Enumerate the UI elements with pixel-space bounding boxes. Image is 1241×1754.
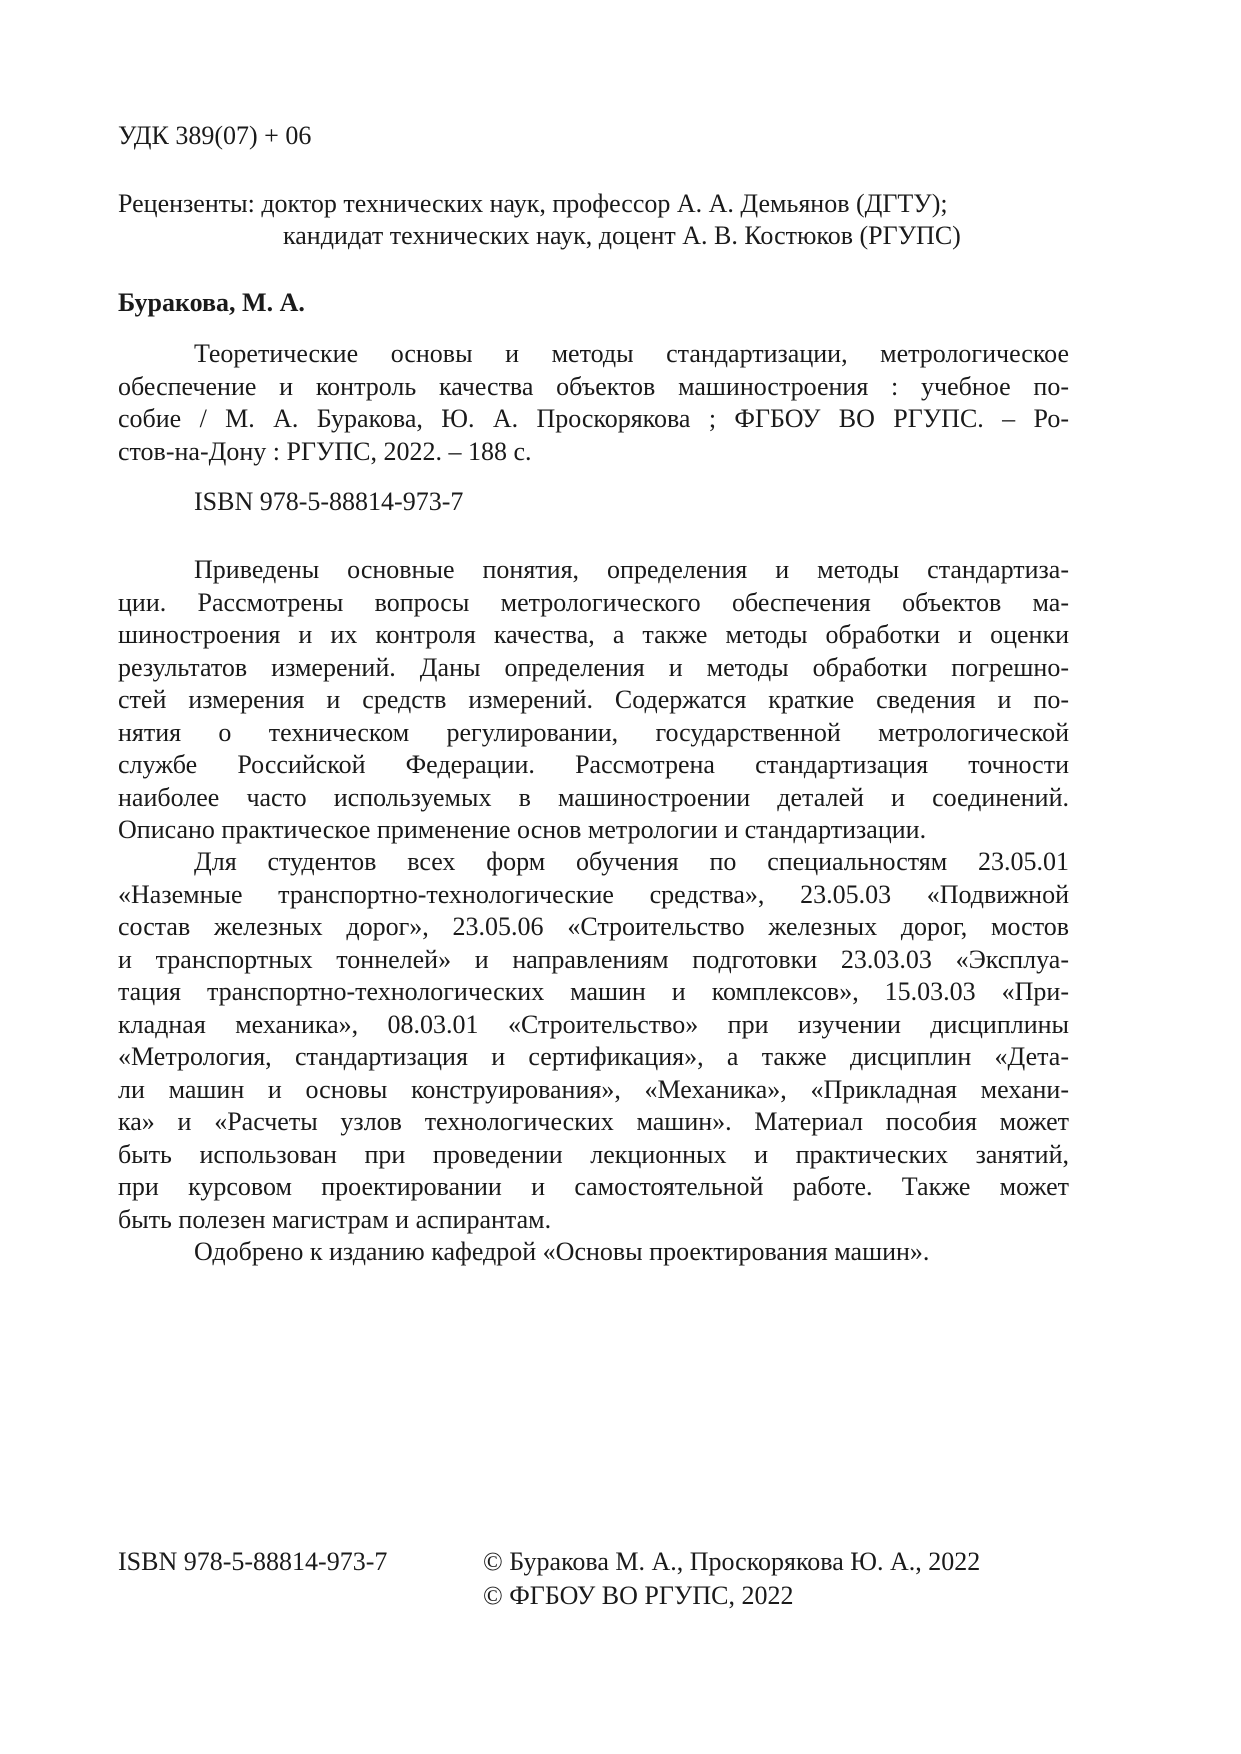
abstract-line: стей измерения и средств измерений. Содержатся краткие сведения и по- — [118, 685, 1069, 714]
bibliographic-line: обеспечение и контроль качества объектов машиностроения : учебное по- — [118, 371, 1069, 401]
abstract-line: тация транспортно-технологических машин и комплексов», 15.03.03 «При- — [118, 977, 1069, 1006]
abstract-line: шиностроения и их контроля качества, а также методы обработки и оценки — [118, 620, 1069, 649]
abstract-line: наиболее часто используемых в машиностроении деталей и соединений. — [118, 782, 1069, 812]
bibliographic-line: собие / М. А. Буракова, Ю. А. Проскорякова ; ФГБОУ ВО РГУПС. – Ро- — [118, 404, 1069, 433]
abstract-line: быть полезен магистрам и аспирантам. — [118, 1204, 552, 1234]
abstract-line: ли машин и основы конструирования», «Механика», «Прикладная механи- — [118, 1074, 1069, 1104]
abstract-line: результатов измерений. Даны определения и методы обработки погрешно- — [118, 652, 1069, 682]
abstract-line: ции. Рассмотрены вопросы метрологического обеспечения объектов ма- — [118, 587, 1069, 617]
abstract-line: при курсовом проектировании и самостоятельной работе. Также может — [118, 1172, 1069, 1201]
reviewer-1: доктор технических наук, профессор А. А. Демьянов (ДГТУ); — [261, 189, 948, 218]
abstract-paragraph-1 — [118, 554, 1069, 847]
approval-note: Одобрено к изданию кафедрой «Основы проектирования машин». — [194, 1237, 930, 1266]
copyright-publisher: © ФГБОУ ВО РГУПС, 2022 — [483, 1581, 794, 1610]
bibliographic-line: Теоретические основы и методы стандартизации, метрологическое — [194, 339, 1069, 368]
copyright-authors: © Буракова М. А., Проскорякова Ю. А., 2022 — [483, 1547, 981, 1576]
footer-isbn: ISBN 978-5-88814-973-7 — [118, 1547, 388, 1576]
bibliographic-description — [118, 338, 1069, 468]
abstract-line: нятия о техническом регулировании, государственной метрологической — [118, 717, 1069, 747]
abstract-line: Для студентов всех форм обучения по специальностям 23.05.01 — [194, 847, 1069, 876]
abstract-line: Описано практическое применение основ метрологии и стандартизации. — [118, 815, 927, 844]
isbn-line: ISBN 978-5-88814-973-7 — [194, 487, 464, 516]
abstract-line: службе Российской Федерации. Рассмотрена стандартизация точности — [118, 750, 1069, 779]
abstract-line: и транспортных тоннелей» и направлениям подготовки 23.03.03 «Эксплуа- — [118, 944, 1069, 974]
reviewer-2: кандидат технических наук, доцент А. В. Костюков (РГУПС) — [283, 221, 961, 250]
abstract-line: состав железных дорог», 23.05.06 «Строительство железных дорог, мостов — [118, 912, 1069, 941]
abstract-line: ка» и «Расчеты узлов технологических машин». Материал пособия может — [118, 1107, 1069, 1136]
reviewers-line-1 — [118, 188, 948, 220]
abstract-line: «Наземные транспортно-технологические средства», 23.05.03 «Подвижной — [118, 879, 1069, 909]
abstract-line: быть использован при проведении лекционных и практических занятий, — [118, 1139, 1069, 1169]
abstract-line: кладная механика», 08.03.01 «Строительство» при изучении дисциплины — [118, 1009, 1069, 1039]
author-heading: Буракова, М. А. — [118, 288, 305, 317]
abstract-paragraph-2 — [118, 846, 1069, 1236]
reviewers-label: Рецензенты: — [118, 189, 255, 218]
abstract-line: Приведены основные понятия, определения и методы стандартиза- — [194, 555, 1069, 584]
abstract-line: «Метрология, стандартизация и сертификация», а также дисциплин «Дета- — [118, 1042, 1069, 1071]
udk-code: УДК 389(07) + 06 — [118, 121, 312, 150]
bibliographic-line: стов-на-Дону : РГУПС, 2022. – 188 с. — [118, 436, 532, 466]
